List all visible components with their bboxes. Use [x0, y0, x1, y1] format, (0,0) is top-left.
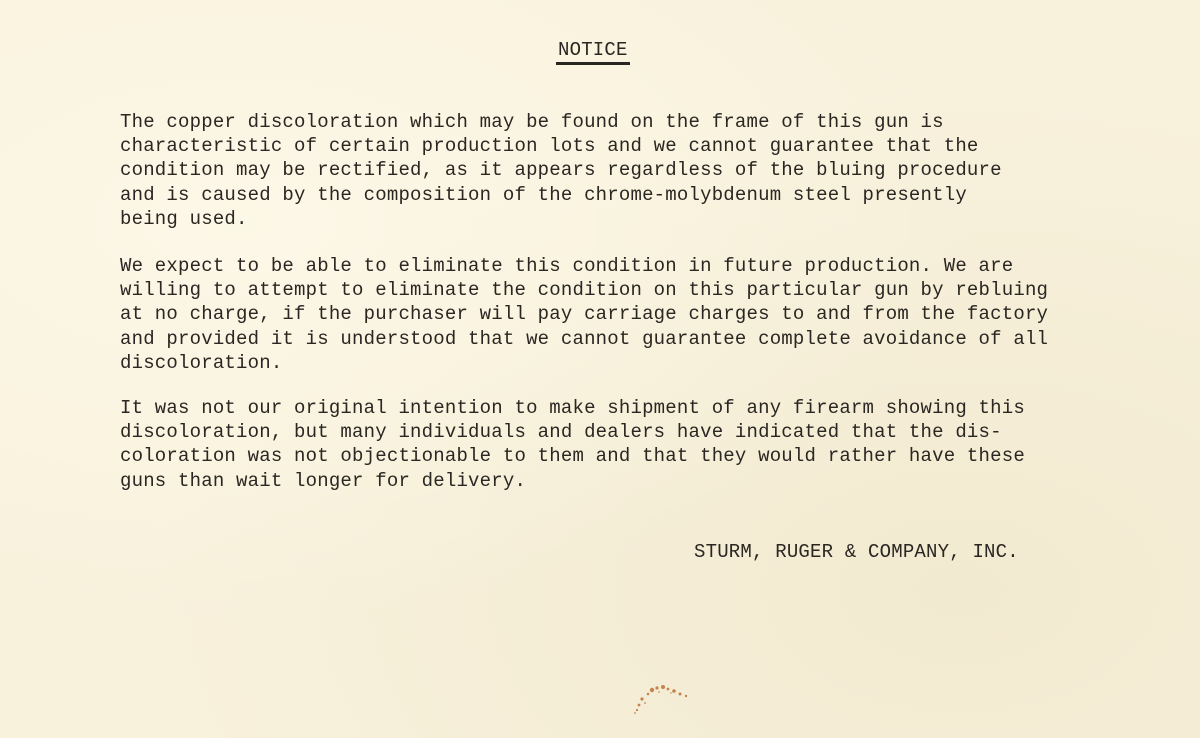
notice-title: NOTICE [558, 39, 628, 61]
paragraph-discoloration-cause: The copper discoloration which may be found on the frame of this gun is characteristic of certain production lots and we cannot guarantee that the condition may be rectified, as it appears regardless of the bluing procedure and is caused by the composition of the chrome-molybdenum steel presently being used. [120, 111, 1002, 230]
company-signature: STURM, RUGER & COMPANY, INC. [694, 541, 1019, 563]
paragraph-shipment-intention: It was not our original intention to make shipment of any firearm showing this discoloration, but many individuals and dealers have indicated that the dis- coloration was not objectionable to them and that they would rather have these guns than wait longer for delivery. [120, 397, 1025, 492]
title-underline [556, 62, 630, 65]
paragraph-rebluing-offer: We expect to be able to eliminate this condition in future production. We are willing to attempt to eliminate the condition on this particular gun by rebluing at no charge, if the purchaser will pay carriage charges to and from the factory and provided it is understood that we cannot guarantee complete avoidance of all discoloration. [120, 255, 1049, 374]
rust-stain-mark [630, 682, 694, 716]
